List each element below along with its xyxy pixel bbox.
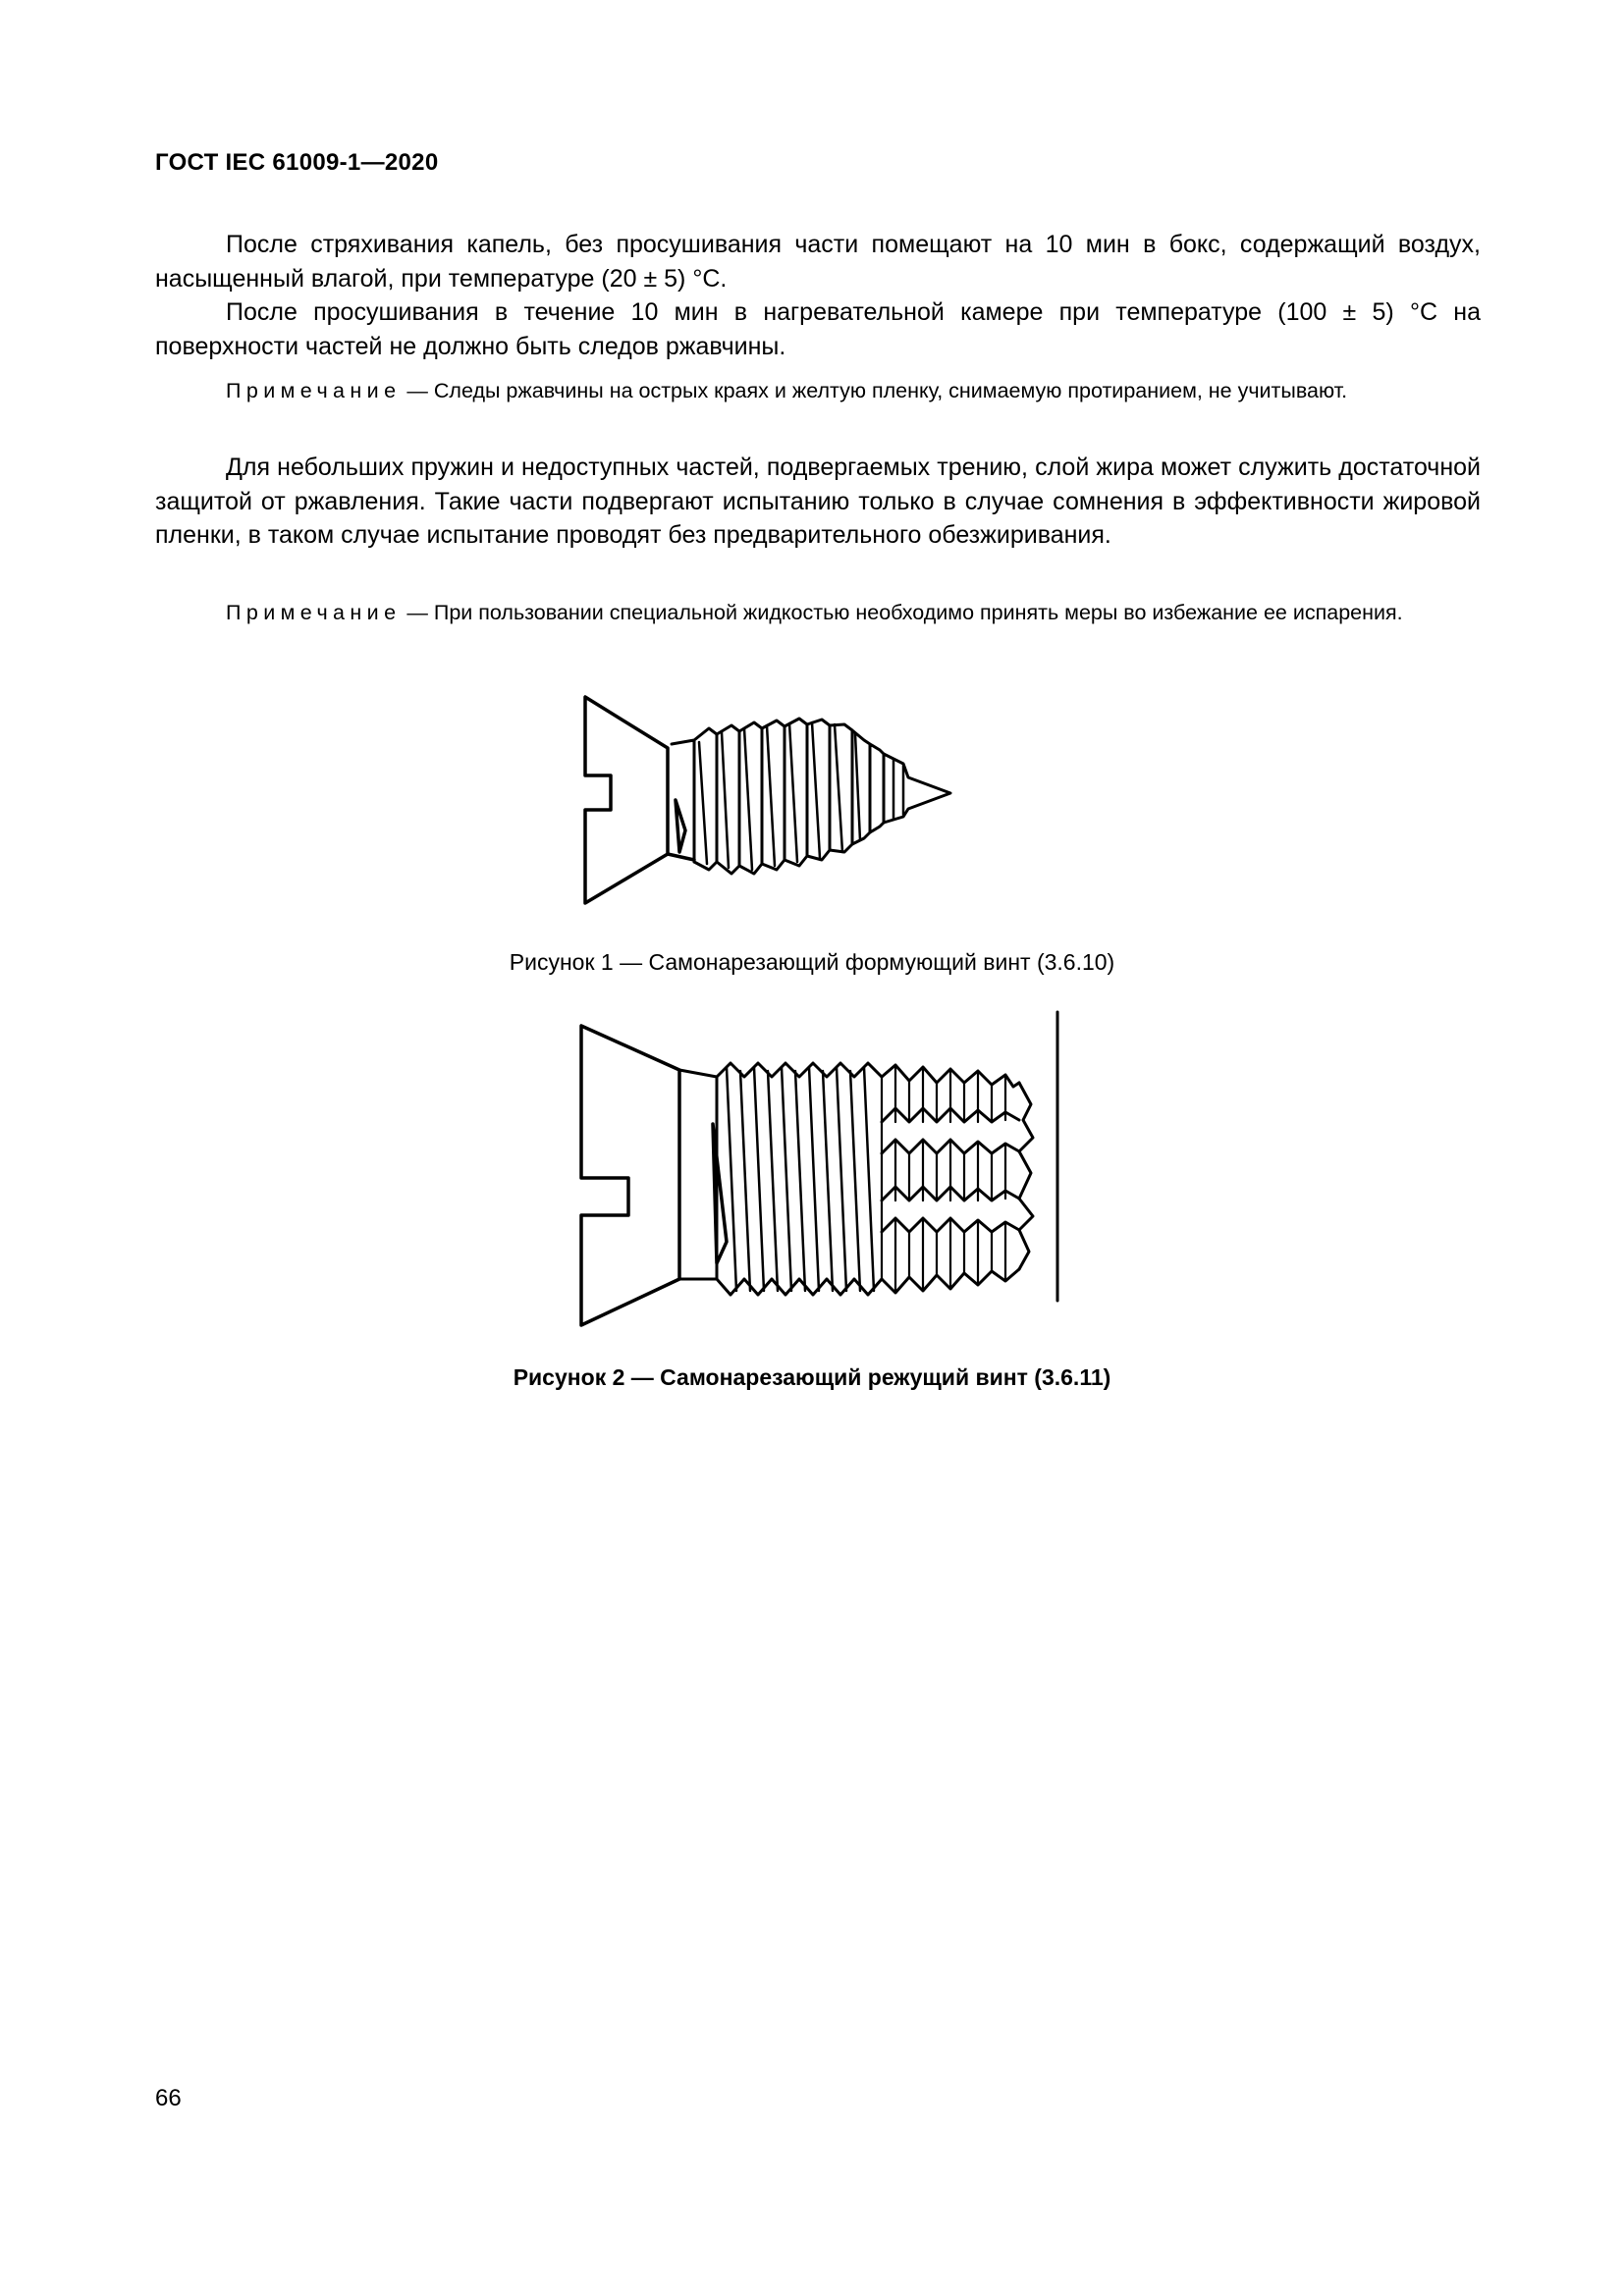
thread-start-mark <box>713 1124 727 1263</box>
paragraph-humidity: После стряхивания капель, без просушивания части помещают на 10 мин в бокс, содержащий воздух, насыщенный влагой, при температуре (20 ± 5) °С. <box>155 231 1481 293</box>
screw-head-outline <box>581 1026 679 1325</box>
tip-thread-lines <box>893 760 903 819</box>
thread-start-mark <box>676 800 685 852</box>
thread-roots <box>717 1279 882 1295</box>
thread-helix-lines <box>727 1067 874 1291</box>
note-text: — При пользовании специальной жидкостью необходимо принять меры во избежание ее испарения. <box>401 601 1403 624</box>
flute-verticals <box>882 1065 1005 1293</box>
note-rust-edges <box>155 376 1481 405</box>
thread-helix-lines <box>699 722 860 870</box>
note-label: Примечание <box>226 601 402 624</box>
body-text-block-1 <box>155 228 1481 363</box>
figure-2-thread-cutting-screw <box>569 1006 1080 1330</box>
document-code-header: ГОСТ IEC 61009-1—2020 <box>155 149 439 176</box>
page-number: 66 <box>155 2085 182 2111</box>
end-face-profile <box>1019 1083 1033 1269</box>
figure-2-caption: Рисунок 2 — Самонарезающий режущий винт (3.6.11) <box>513 1364 1111 1390</box>
shank-outline <box>679 1070 717 1279</box>
note-label: Примечание <box>226 379 402 402</box>
screw-head-outline <box>585 697 668 903</box>
figure-1-thread-forming-screw <box>569 687 1060 923</box>
body-text-block-2 <box>155 451 1481 553</box>
paragraph-springs-grease: Для небольших пружин и недоступных частей, подвергаемых трению, слой жира может служить достаточной защитой от ржавления. Такие части подвергают испытанию только в случае сомнения в эффективности жировой пленки, в таком случае испытание проводят без предварительного обезжиривания. <box>155 454 1481 549</box>
figure-1-caption: Рисунок 1 — Самонарезающий формующий винт (3.6.10) <box>509 949 1115 975</box>
note-special-liquid <box>155 598 1481 627</box>
paragraph-drying: После просушивания в течение 10 мин в нагревательной камере при температуре (100 ± 5) °С на поверхности частей не должно быть следов ржавчины. <box>155 298 1481 360</box>
note-text: — Следы ржавчины на острых краях и желтую пленку, снимаемую протиранием, не учитывают. <box>401 379 1348 402</box>
shank-bottom-edge <box>668 854 694 860</box>
thread-flanks <box>694 823 884 874</box>
